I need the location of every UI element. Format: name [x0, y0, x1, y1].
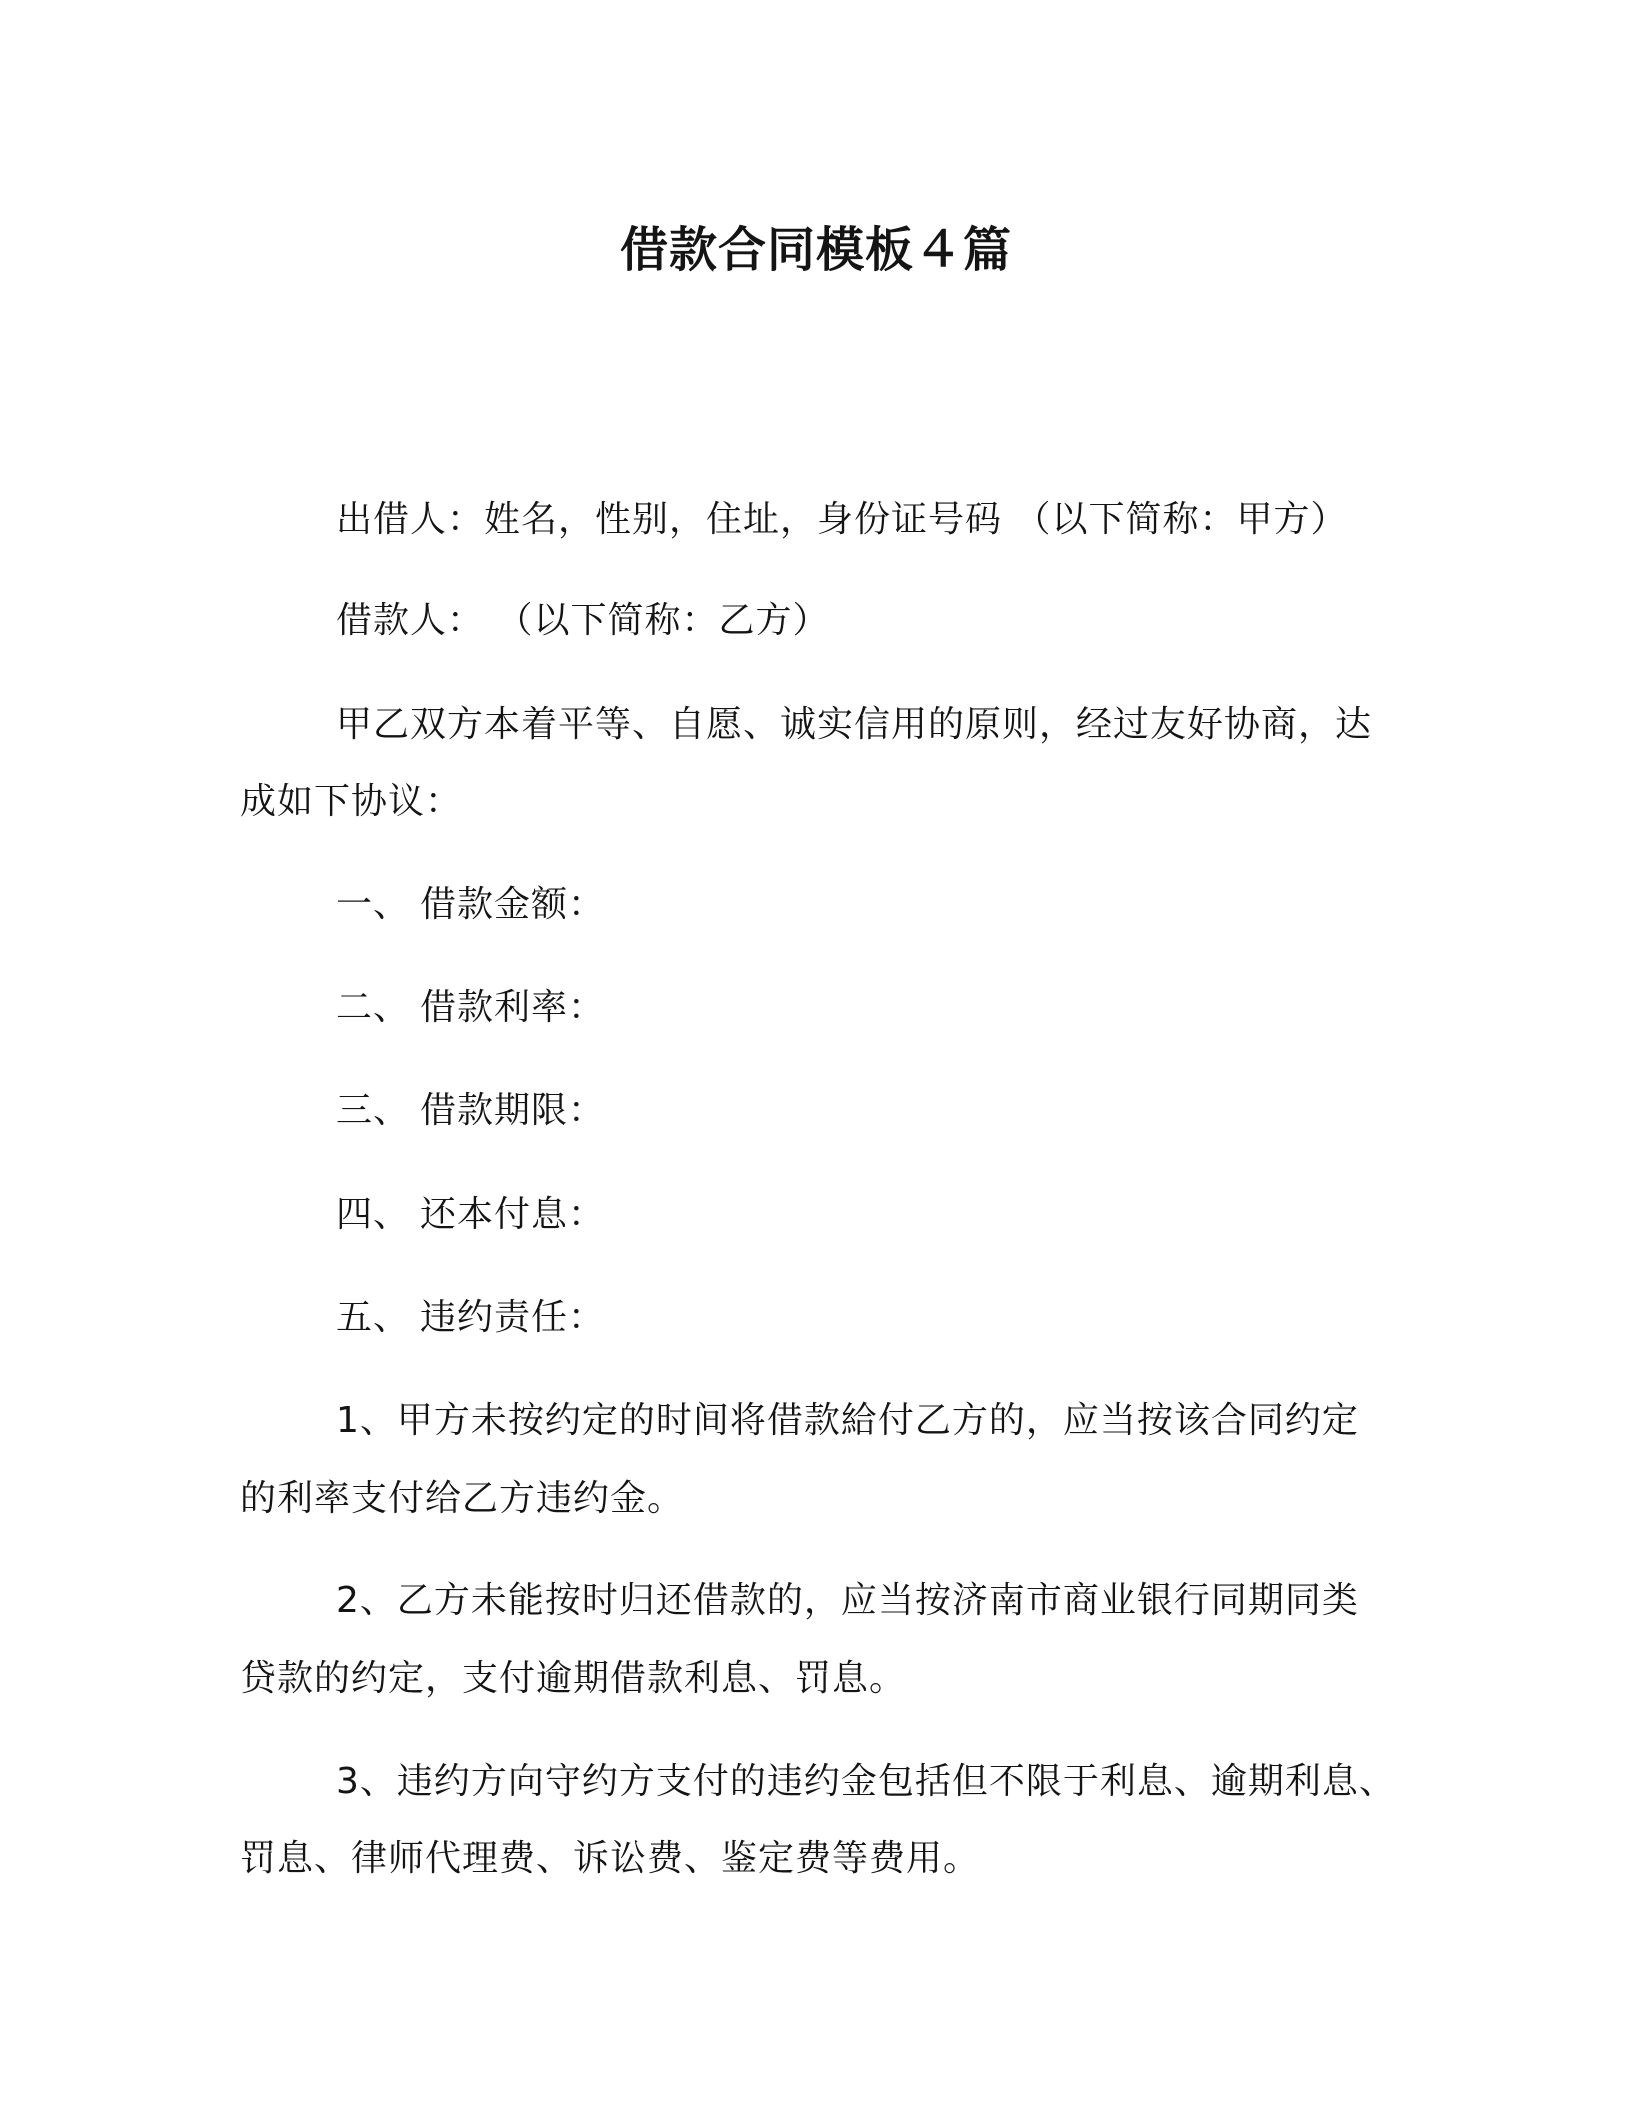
section-item — [336, 880, 605, 930]
preamble-line-1: 甲乙双方本着平等、自愿、诚实信用的原则，经过友好协商，达 — [336, 704, 1373, 745]
section-item — [336, 1293, 605, 1343]
clause-line-1: 1、甲方未按约定的时间将借款給付乙方的，应当按该合同约定 — [336, 1400, 1359, 1441]
section-label: 还本付息： — [420, 1194, 606, 1235]
preamble-line-2: 成如下协议： — [240, 781, 463, 822]
section-number: 一、 — [336, 884, 411, 925]
lender-line: 出借人：姓名，性别，住址，身份证号码 （以下简称：甲方） — [336, 499, 1348, 540]
section-label: 违约责任： — [420, 1297, 606, 1338]
section-label: 借款期限： — [420, 1090, 606, 1131]
document-title: 借款合同模板４篇 — [619, 222, 1012, 278]
clause-line-2: 罚息、律师代理费、诉讼费、鉴定费等费用。 — [240, 1838, 981, 1879]
section-number: 二、 — [336, 987, 411, 1028]
clause-line-1: 2、乙方未能按时归还借款的，应当按济南市商业银行同期同类 — [336, 1580, 1359, 1621]
section-label: 借款利率： — [420, 987, 606, 1028]
section-item — [336, 983, 605, 1033]
clause-line-2: 的利率支付给乙方违约金。 — [240, 1478, 685, 1519]
clause-line-1: 3、违约方向守约方支付的违约金包括但不限于利息、逾期利息、 — [336, 1761, 1396, 1802]
section-number: 四、 — [336, 1194, 411, 1235]
borrower-line: 借款人： （以下简称：乙方） — [336, 600, 830, 641]
section-number: 三、 — [336, 1090, 411, 1131]
section-item — [336, 1190, 605, 1240]
clause-line-2: 贷款的约定，支付逾期借款利息、罚息。 — [240, 1658, 907, 1699]
section-item — [336, 1086, 605, 1136]
section-label: 借款金额： — [420, 884, 606, 925]
section-number: 五、 — [336, 1297, 411, 1338]
